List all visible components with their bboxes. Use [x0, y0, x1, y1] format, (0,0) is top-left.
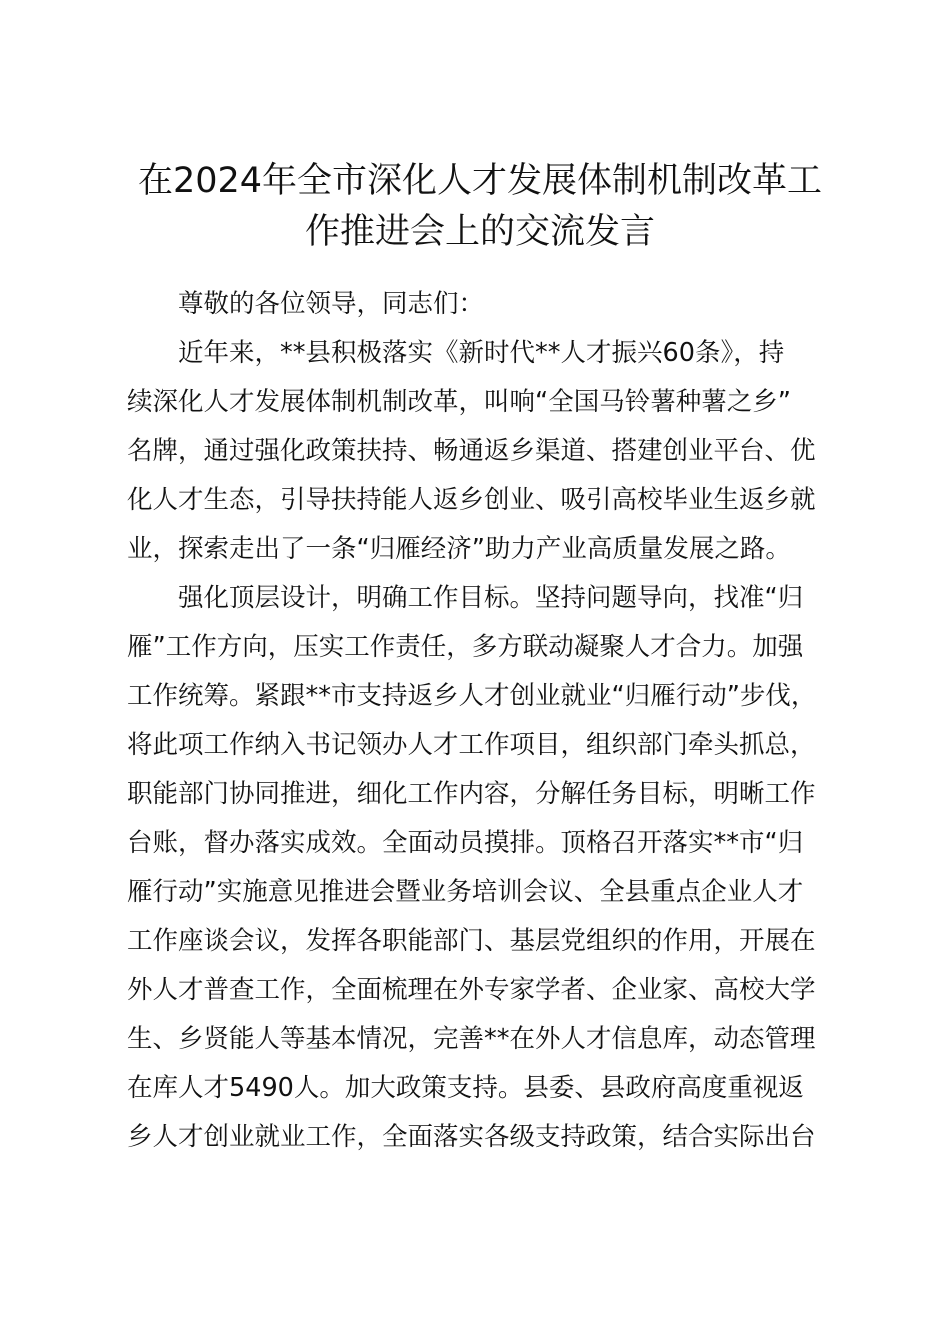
body-line: 工作座谈会议，发挥各职能部门、基层党组织的作用，开展在 — [127, 926, 816, 956]
title-line-2: 作推进会上的交流发言 — [304, 212, 655, 252]
body-line: 续深化人才发展体制机制改革，叫响“全国马铃薯种薯之乡” — [127, 387, 791, 417]
salutation: 尊敬的各位领导，同志们： — [178, 289, 485, 319]
body-line: 业，探索走出了一条“归雁经济”助力产业高质量发展之路。 — [127, 534, 791, 564]
body-line: 外人才普查工作，全面梳理在外专家学者、企业家、高校大学 — [127, 975, 816, 1005]
document-body — [127, 280, 867, 1162]
title-line-1: 在2024年全市深化人才发展体制机制改革工 — [137, 161, 823, 201]
body-line: 化人才生态，引导扶持能人返乡创业、吸引高校毕业生返乡就 — [127, 485, 816, 515]
body-line: 生、乡贤能人等基本情况，完善**在外人才信息库，动态管理 — [127, 1024, 816, 1054]
body-line: 强化顶层设计，明确工作目标。坚持问题导向，找准“归 — [178, 583, 804, 613]
body-line: 工作统筹。紧跟**市支持返乡人才创业就业“归雁行动”步伐， — [127, 681, 817, 711]
body-line: 乡人才创业就业工作，全面落实各级支持政策，结合实际出台 — [127, 1122, 816, 1152]
body-line: 在库人才5490人。加大政策支持。县委、县政府高度重视返 — [127, 1073, 804, 1103]
body-line: 职能部门协同推进，细化工作内容，分解任务目标，明晰工作 — [127, 779, 816, 809]
body-line: 将此项工作纳入书记领办人才工作项目，组织部门牵头抓总， — [127, 730, 816, 760]
body-line: 雁”工作方向，压实工作责任，多方联动凝聚人才合力。加强 — [127, 632, 804, 662]
body-line: 雁行动”实施意见推进会暨业务培训会议、全县重点企业人才 — [127, 877, 804, 907]
body-line: 台账，督办落实成效。全面动员摸排。顶格召开落实**市“归 — [127, 828, 804, 858]
document-title — [110, 156, 850, 258]
body-line: 近年来，**县积极落实《新时代**人才振兴60条》，持 — [178, 338, 785, 368]
body-line: 名牌，通过强化政策扶持、畅通返乡渠道、搭建创业平台、优 — [127, 436, 816, 466]
